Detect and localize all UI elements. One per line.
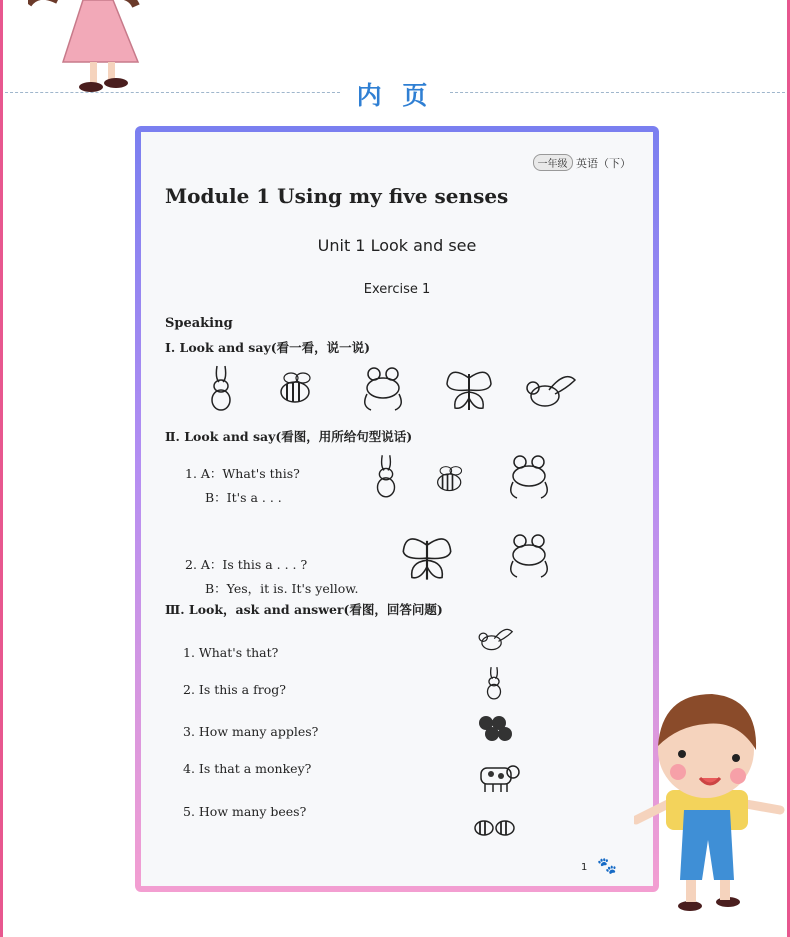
- bee-icon: [473, 812, 517, 840]
- s3-question-2: 2. Is this a frog?: [183, 682, 286, 697]
- grade-badge: 一年级: [533, 154, 573, 171]
- frog-icon: [503, 530, 555, 582]
- module-title: Module 1 Using my five senses: [165, 184, 509, 208]
- section-title: 内 页: [356, 81, 434, 110]
- s2-item1-answer: B：It's a . . .: [205, 490, 282, 505]
- rabbit-icon: [481, 664, 507, 702]
- cow-icon: [471, 760, 521, 794]
- section1-heading: Ⅰ. Look and say(看一看，说一说): [165, 340, 371, 355]
- frog-icon: [357, 364, 409, 414]
- bee-icon: [273, 368, 319, 408]
- s2-item2-answer: B：Yes，it is. It's yellow.: [205, 581, 359, 596]
- s3-question-1: 1. What's that?: [183, 645, 279, 660]
- section3-heading: Ⅲ. Look，ask and answer(看图，回答问题): [165, 602, 443, 617]
- frog-icon: [503, 452, 555, 502]
- butterfly-icon: [399, 530, 455, 584]
- page-number: 1: [581, 862, 588, 873]
- section2-heading: Ⅱ. Look and say(看图，用所给句型说话): [165, 429, 413, 444]
- bee-icon: [431, 462, 469, 496]
- s3-question-4: 4. Is that a monkey?: [183, 761, 312, 776]
- divider-right: [450, 92, 785, 93]
- page-preview-card: [135, 126, 659, 892]
- apple-icon: [477, 714, 515, 744]
- divider-left: [5, 92, 340, 93]
- rabbit-icon: [369, 450, 403, 502]
- s2-item1-question: 1. A：What's this?: [185, 466, 300, 481]
- paw-icon: 🐾: [597, 856, 617, 875]
- speaking-label: Speaking: [165, 316, 233, 331]
- bird-icon: [521, 370, 579, 414]
- page-header: [533, 154, 632, 171]
- butterfly-icon: [443, 364, 495, 414]
- page-preview: [141, 132, 653, 886]
- boy-illustration: [634, 680, 790, 920]
- s2-item2-question: 2. A：Is this a . . . ?: [185, 557, 308, 572]
- s3-question-5: 5. How many bees?: [183, 804, 307, 819]
- bird-icon: [475, 624, 515, 656]
- girl-illustration: [28, 0, 168, 95]
- exercise-title: Exercise 1: [363, 282, 431, 297]
- unit-title: Unit 1 Look and see: [317, 236, 477, 255]
- rabbit-icon: [203, 364, 239, 412]
- left-frame-border: [0, 0, 3, 937]
- s3-question-3: 3. How many apples?: [183, 724, 319, 739]
- header-text: 英语（下）: [576, 157, 631, 170]
